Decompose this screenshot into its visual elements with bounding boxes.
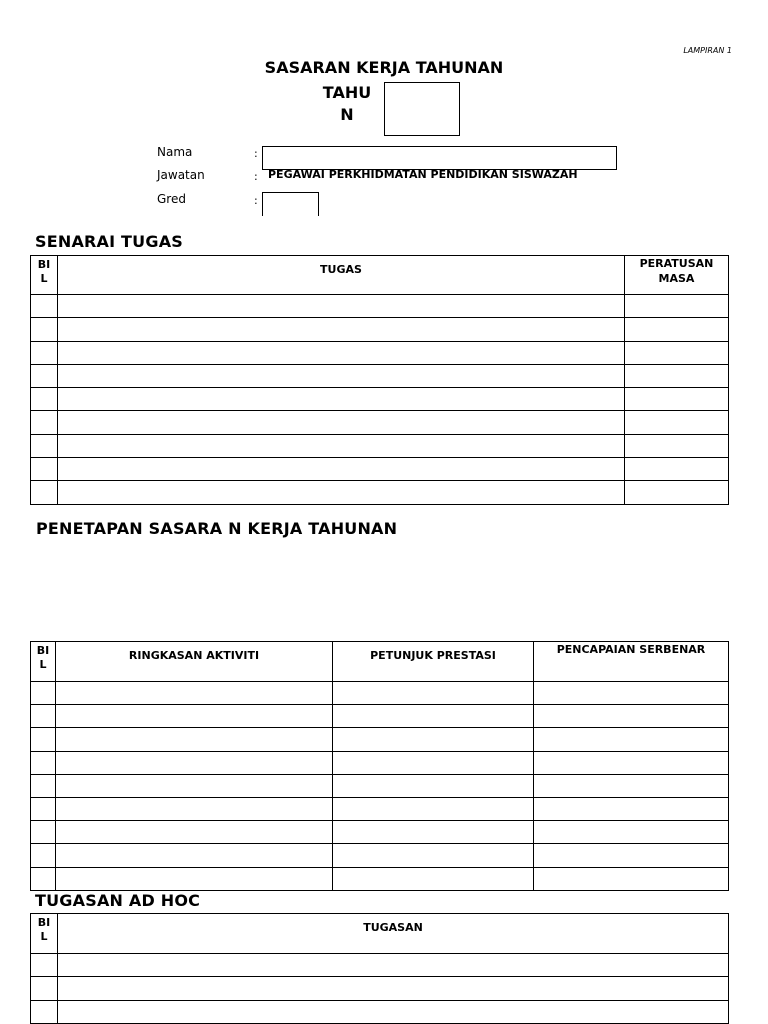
entry-cell[interactable]	[333, 821, 534, 844]
bil-cell[interactable]	[31, 364, 58, 387]
tahun-label-line2: N	[340, 105, 354, 124]
entry-cell[interactable]	[56, 751, 333, 774]
entry-cell[interactable]	[534, 821, 729, 844]
nama-label: Nama	[157, 145, 193, 159]
entry-cell[interactable]	[58, 364, 625, 387]
entry-cell[interactable]	[333, 705, 534, 728]
entry-cell[interactable]	[534, 728, 729, 751]
entry-cell[interactable]	[534, 682, 729, 705]
table-row	[31, 797, 729, 820]
col-bil: BI L	[31, 642, 56, 682]
adhoc-heading: TUGASAN AD HOC	[35, 891, 201, 910]
senarai-tugas-heading: SENARAI TUGAS	[35, 232, 183, 251]
nama-colon: :	[254, 147, 258, 160]
entry-cell[interactable]	[625, 341, 729, 364]
entry-cell[interactable]	[56, 821, 333, 844]
entry-cell[interactable]	[625, 458, 729, 481]
entry-cell[interactable]	[56, 867, 333, 890]
bil-cell[interactable]	[31, 458, 58, 481]
jawatan-label: Jawatan	[157, 168, 205, 182]
entry-cell[interactable]	[625, 411, 729, 434]
senarai-tugas-body	[31, 295, 729, 505]
table-row	[31, 434, 729, 457]
gred-colon: :	[254, 194, 258, 207]
entry-cell[interactable]	[58, 458, 625, 481]
entry-cell[interactable]	[58, 481, 625, 504]
entry-cell[interactable]	[625, 481, 729, 504]
bil-cell[interactable]	[31, 434, 58, 457]
col-tugas: TUGAS	[58, 256, 625, 295]
entry-cell[interactable]	[625, 434, 729, 457]
table-row	[31, 388, 729, 411]
entry-cell[interactable]	[58, 1000, 729, 1023]
penetapan-heading: PENETAPAN SASARA N KERJA TAHUNAN	[36, 519, 398, 538]
table-row	[31, 728, 729, 751]
table-row	[31, 458, 729, 481]
bil-cell[interactable]	[31, 481, 58, 504]
table-row	[31, 341, 729, 364]
bil-cell[interactable]	[31, 728, 56, 751]
table-row	[31, 751, 729, 774]
entry-cell[interactable]	[58, 341, 625, 364]
col-bil: BI L	[31, 256, 58, 295]
entry-cell[interactable]	[56, 705, 333, 728]
bil-cell[interactable]	[31, 388, 58, 411]
entry-cell[interactable]	[333, 867, 534, 890]
entry-cell[interactable]	[58, 411, 625, 434]
col-tugasan: TUGASAN	[58, 914, 729, 954]
tahun-label	[300, 82, 394, 126]
table-row	[31, 682, 729, 705]
entry-cell[interactable]	[625, 295, 729, 318]
adhoc-table	[30, 913, 729, 1024]
entry-cell[interactable]	[56, 728, 333, 751]
jawatan-colon: :	[254, 170, 258, 183]
col-bil: BI L	[31, 914, 58, 954]
table-row	[31, 295, 729, 318]
entry-cell[interactable]	[534, 797, 729, 820]
penetapan-body	[31, 682, 729, 891]
entry-cell[interactable]	[56, 797, 333, 820]
table-row	[31, 954, 729, 977]
entry-cell[interactable]	[56, 774, 333, 797]
col-pencapaian-serbenar: PENCAPAIAN SERBENAR	[534, 642, 729, 682]
entry-cell[interactable]	[534, 774, 729, 797]
year-field[interactable]	[384, 82, 460, 136]
entry-cell[interactable]	[625, 388, 729, 411]
bil-cell[interactable]	[31, 682, 56, 705]
entry-cell[interactable]	[333, 774, 534, 797]
entry-cell[interactable]	[333, 751, 534, 774]
entry-cell[interactable]	[58, 388, 625, 411]
adhoc-body	[31, 954, 729, 1024]
bil-cell[interactable]	[31, 797, 56, 820]
bil-cell[interactable]	[31, 411, 58, 434]
lampiran-label: LAMPIRAN 1	[683, 46, 732, 55]
bil-cell[interactable]	[31, 295, 58, 318]
table-row	[31, 481, 729, 504]
bil-cell[interactable]	[31, 867, 56, 890]
penetapan-table	[30, 641, 729, 891]
bil-cell[interactable]	[31, 341, 58, 364]
bil-cell[interactable]	[31, 774, 56, 797]
entry-cell[interactable]	[56, 682, 333, 705]
entry-cell[interactable]	[58, 295, 625, 318]
jawatan-value: PEGAWAI PERKHIDMATAN PENDIDIKAN SISWAZAH	[268, 168, 578, 181]
entry-cell[interactable]	[534, 844, 729, 867]
bil-cell[interactable]	[31, 977, 58, 1000]
tahun-label-line1: TAHU	[322, 83, 372, 102]
bil-cell[interactable]	[31, 844, 56, 867]
col-petunjuk-prestasi: PETUNJUK PRESTASI	[333, 642, 534, 682]
bil-cell[interactable]	[31, 318, 58, 341]
nama-field[interactable]	[262, 146, 617, 170]
entry-cell[interactable]	[625, 318, 729, 341]
col-ringkasan-aktiviti: RINGKASAN AKTIVITI	[56, 642, 333, 682]
gred-label: Gred	[157, 192, 186, 206]
entry-cell[interactable]	[534, 867, 729, 890]
table-row	[31, 364, 729, 387]
table-row	[31, 844, 729, 867]
bil-cell[interactable]	[31, 751, 56, 774]
gred-field[interactable]	[262, 192, 319, 216]
entry-cell[interactable]	[58, 977, 729, 1000]
entry-cell[interactable]	[333, 844, 534, 867]
table-row	[31, 977, 729, 1000]
entry-cell[interactable]	[333, 728, 534, 751]
bil-cell[interactable]	[31, 954, 58, 977]
page-title: SASARAN KERJA TAHUNAN	[264, 58, 504, 77]
bil-cell[interactable]	[31, 1000, 58, 1023]
entry-cell[interactable]	[58, 954, 729, 977]
table-row	[31, 821, 729, 844]
entry-cell[interactable]	[58, 434, 625, 457]
table-row	[31, 867, 729, 890]
bil-cell[interactable]	[31, 705, 56, 728]
senarai-tugas-table	[30, 255, 729, 505]
entry-cell[interactable]	[56, 844, 333, 867]
col-peratusan-masa: PERATUSAN MASA	[625, 256, 729, 295]
entry-cell[interactable]	[333, 682, 534, 705]
table-row	[31, 774, 729, 797]
table-row	[31, 1000, 729, 1023]
table-row	[31, 411, 729, 434]
entry-cell[interactable]	[333, 797, 534, 820]
table-row	[31, 705, 729, 728]
bil-cell[interactable]	[31, 821, 56, 844]
table-row	[31, 318, 729, 341]
entry-cell[interactable]	[58, 318, 625, 341]
entry-cell[interactable]	[625, 364, 729, 387]
entry-cell[interactable]	[534, 751, 729, 774]
entry-cell[interactable]	[534, 705, 729, 728]
